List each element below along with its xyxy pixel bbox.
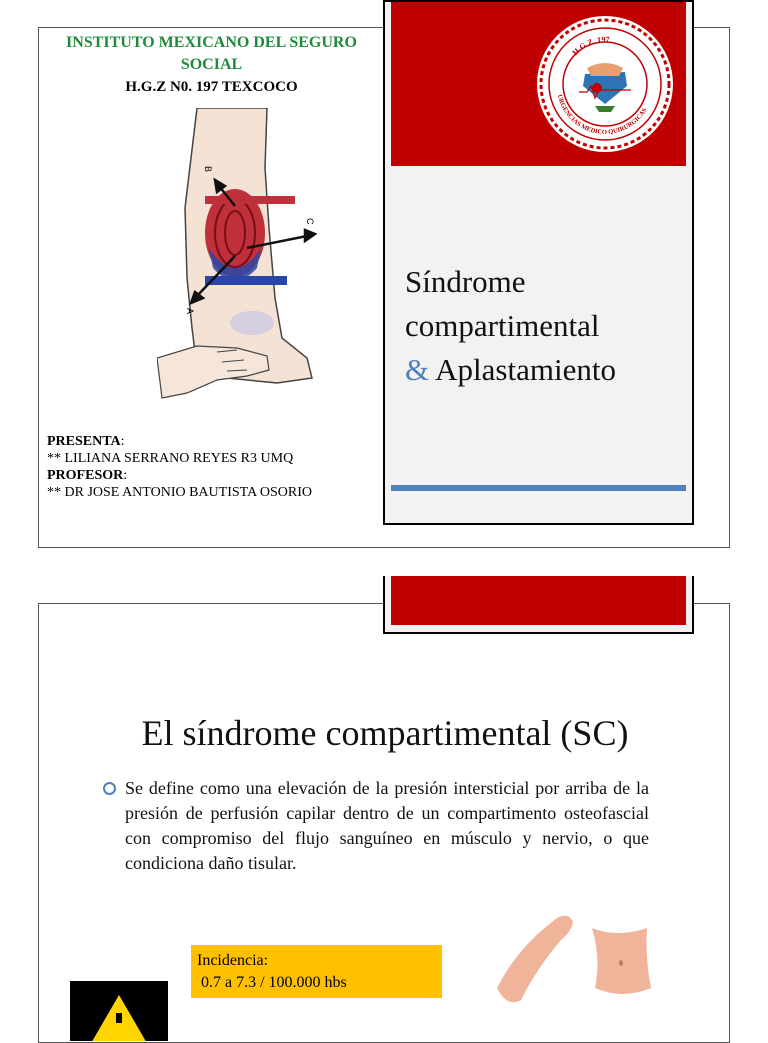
- credits-block: PRESENTA: ** LILIANA SERRANO REYES R3 UMQ PROFESOR: ** DR JOSE ANTONIO BAUTISTA OSORIO: [47, 433, 387, 501]
- professor-name: ** DR JOSE ANTONIO BAUTISTA OSORIO: [47, 485, 313, 500]
- label-b: B: [203, 166, 213, 173]
- slide-heading: El síndrome compartimental (SC): [141, 713, 629, 753]
- incidence-value: 0.7 a 7.3 / 100.000 hbs: [201, 974, 347, 991]
- title-slide: [38, 27, 730, 548]
- body-parts-illustration: [487, 908, 687, 1008]
- logo-top-text: H.G.Z. 197: [570, 34, 610, 58]
- definition-text: Se define como una elevación de la presión intersticial por arriba de la presión de perfusión capilar dentro de un compartimento osteofascial con compromiso del flujo sanguíneo en músculo y nervio, o que condiciona daño tisular.: [125, 778, 649, 873]
- warning-icon: [70, 981, 168, 1041]
- presenter-name: ** LILIANA SERRANO REYES R3 UMQ: [47, 451, 294, 466]
- blue-divider: [391, 485, 686, 491]
- profesor-label: PROFESOR: [47, 468, 124, 483]
- incidence-label: Incidencia:: [197, 952, 269, 969]
- title-line-1: Síndrome: [405, 264, 526, 299]
- title-card-top: [383, 576, 694, 634]
- label-c: C: [305, 218, 315, 225]
- hospital-name: H.G.Z N0. 197 TEXCOCO: [125, 79, 298, 95]
- incidence-box: [191, 945, 442, 998]
- institution-name: INSTITUTO MEXICANO DEL SEGURO SOCIAL: [66, 34, 357, 73]
- label-a: A: [185, 308, 195, 315]
- leg-compartment-illustration: [157, 108, 317, 413]
- red-header-band: [391, 576, 686, 625]
- hospital-logo: [535, 14, 675, 154]
- title-line-3: Aplastamiento: [435, 352, 616, 387]
- title-line-2: compartimental: [405, 308, 600, 343]
- presenta-label: PRESENTA: [47, 434, 121, 449]
- ampersand: &: [405, 352, 430, 387]
- bullet-icon: [103, 782, 116, 795]
- title-card: [383, 0, 694, 525]
- presentation-title: [405, 260, 616, 392]
- logo-bottom-text: URGENCIAS MEDICO QUIRURGICAS: [555, 93, 649, 137]
- definition-slide: [38, 603, 730, 1043]
